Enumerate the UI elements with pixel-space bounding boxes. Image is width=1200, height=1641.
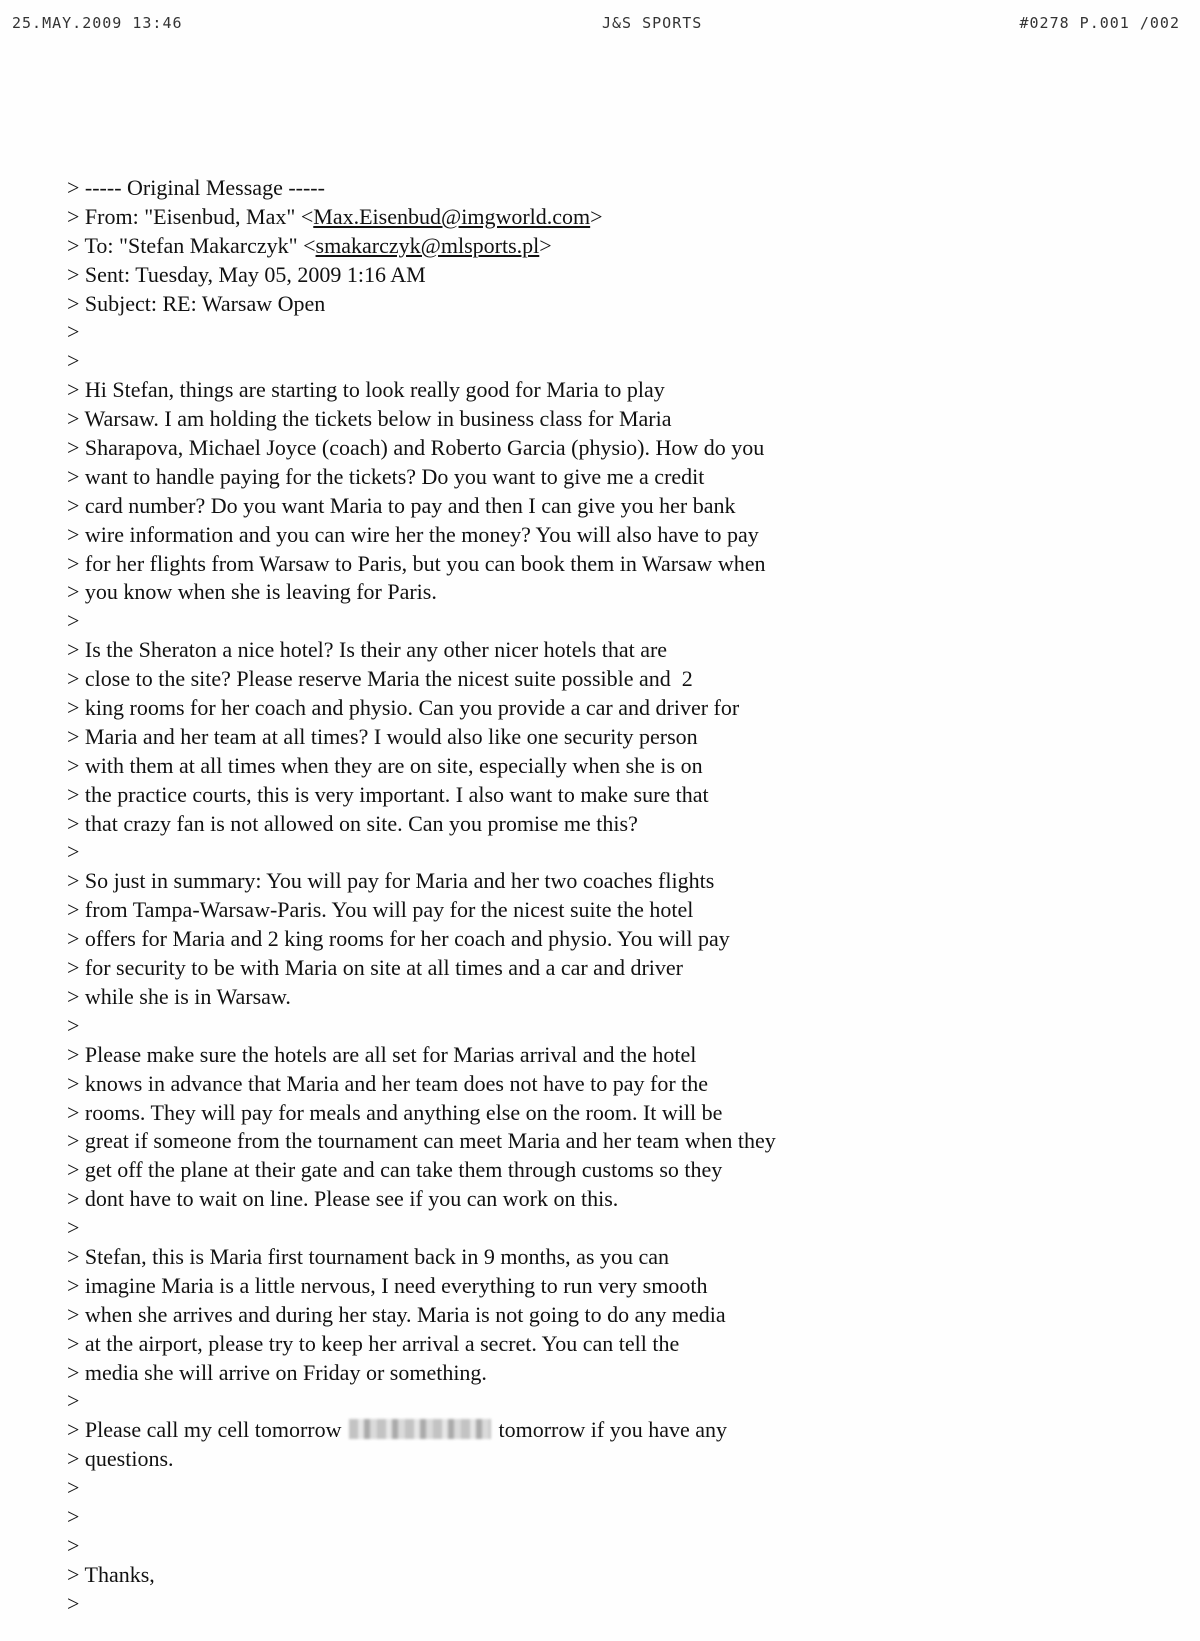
sent-line: > Sent: Tuesday, May 05, 2009 1:16 AM xyxy=(67,261,426,287)
paragraph-1-line: > card number? Do you want Maria to pay and then I can give you her bank xyxy=(67,492,736,518)
paragraph-1-line: > Sharapova, Michael Joyce (coach) and Roberto Garcia (physio). How do you xyxy=(67,435,765,461)
paragraph-5-line: > media she will arrive on Friday or something. xyxy=(67,1359,487,1385)
subject-line: > Subject: RE: Warsaw Open xyxy=(67,290,326,316)
paragraph-4-line: > knows in advance that Maria and her team does not have to pay for the xyxy=(67,1070,709,1096)
to-email-link[interactable]: smakarczyk@mlsports.pl xyxy=(315,232,540,258)
quote-marker: > xyxy=(67,1590,80,1616)
quote-marker: > xyxy=(67,1215,80,1241)
fax-page-info: #0278 P.001 /002 xyxy=(1019,14,1180,32)
thanks-line: > Thanks, xyxy=(67,1561,155,1587)
paragraph-1-line: > for her flights from Warsaw to Paris, but you can book them in Warsaw when xyxy=(67,550,766,576)
fax-sender: J&S SPORTS xyxy=(602,14,703,32)
to-line xyxy=(67,232,1087,261)
paragraph-1-line: > Warsaw. I am holding the tickets below in business class for Maria xyxy=(67,406,672,432)
paragraph-5-line: > imagine Maria is a little nervous, I need everything to run very smooth xyxy=(67,1272,708,1298)
paragraph-1-line: > wire information and you can wire her the money? You will also have to pay xyxy=(67,521,759,547)
to-suffix: > xyxy=(539,232,552,258)
paragraph-5-line: > Stefan, this is Maria first tournament back in 9 months, as you can xyxy=(67,1243,670,1269)
paragraph-4-line: > great if someone from the tournament can meet Maria and her team when they xyxy=(67,1128,776,1154)
paragraph-2-line: > Is the Sheraton a nice hotel? Is their any other nicer hotels that are xyxy=(67,637,668,663)
paragraph-1-line: > Hi Stefan, things are starting to look really good for Maria to play xyxy=(67,377,665,403)
paragraph-2-line: > with them at all times when they are on site, especially when she is on xyxy=(67,752,703,778)
call-line xyxy=(67,1416,1087,1445)
fax-timestamp: 25.MAY.2009 13:46 xyxy=(12,14,183,32)
paragraph-2-line: > that crazy fan is not allowed on site. Can you promise me this? xyxy=(67,810,638,836)
paragraph-3-line: > for security to be with Maria on site at all times and a car and driver xyxy=(67,955,683,981)
paragraph-2-line: > close to the site? Please reserve Maria the nicest suite possible and 2 xyxy=(67,666,693,692)
paragraph-3-line: > while she is in Warsaw. xyxy=(67,983,291,1009)
quote-marker: > xyxy=(67,319,80,345)
quote-marker: > xyxy=(67,1388,80,1414)
quote-marker: > xyxy=(67,839,80,865)
call-line-suffix: tomorrow if you have any xyxy=(493,1417,727,1443)
quote-marker: > xyxy=(67,1532,80,1558)
quote-marker: > xyxy=(67,608,80,634)
paragraph-1-line: > want to handle paying for the tickets? Do you want to give me a credit xyxy=(67,463,705,489)
paragraph-2-line: > Maria and her team at all times? I would also like one security person xyxy=(67,723,698,749)
paragraph-4-line: > rooms. They will pay for meals and anything else on the room. It will be xyxy=(67,1099,723,1125)
quote-marker: > xyxy=(67,1012,80,1038)
paragraph-5-line: > at the airport, please try to keep her arrival a secret. You can tell the xyxy=(67,1330,680,1356)
from-suffix: > xyxy=(590,203,603,229)
paragraph-4-line: > Please make sure the hotels are all set for Marias arrival and the hotel xyxy=(67,1041,697,1067)
from-email-link[interactable]: Max.Eisenbud@imgworld.com xyxy=(313,203,591,229)
quote-marker: > xyxy=(67,348,80,374)
fax-header xyxy=(12,14,1180,38)
to-prefix: > To: "Stefan Makarczyk" < xyxy=(67,232,316,258)
paragraph-2-line: > king rooms for her coach and physio. Can you provide a car and driver for xyxy=(67,695,740,721)
from-prefix: > From: "Eisenbud, Max" < xyxy=(67,203,314,229)
from-line xyxy=(67,203,1087,232)
call-line-prefix: > Please call my cell tomorrow xyxy=(67,1417,347,1443)
paragraph-3-line: > from Tampa-Warsaw-Paris. You will pay for the nicest suite the hotel xyxy=(67,897,694,923)
email-body xyxy=(67,174,1087,1619)
redacted-phone-number xyxy=(349,1419,491,1439)
quote-marker: > xyxy=(67,1475,80,1501)
paragraph-4-line: > get off the plane at their gate and can take them through customs so they xyxy=(67,1157,723,1183)
paragraph-5-line: > when she arrives and during her stay. Maria is not going to do any media xyxy=(67,1301,726,1327)
call-line-2: > questions. xyxy=(67,1446,174,1472)
paragraph-3-line: > offers for Maria and 2 king rooms for her coach and physio. You will pay xyxy=(67,926,730,952)
quote-marker: > xyxy=(67,1503,80,1529)
paragraph-3-line: > So just in summary: You will pay for Maria and her two coaches flights xyxy=(67,868,715,894)
paragraph-1-line: > you know when she is leaving for Paris. xyxy=(67,579,437,605)
paragraph-2-line: > the practice courts, this is very important. I also want to make sure that xyxy=(67,781,709,807)
original-message-line: > ----- Original Message ----- xyxy=(67,175,325,200)
paragraph-4-line: > dont have to wait on line. Please see if you can work on this. xyxy=(67,1186,619,1212)
